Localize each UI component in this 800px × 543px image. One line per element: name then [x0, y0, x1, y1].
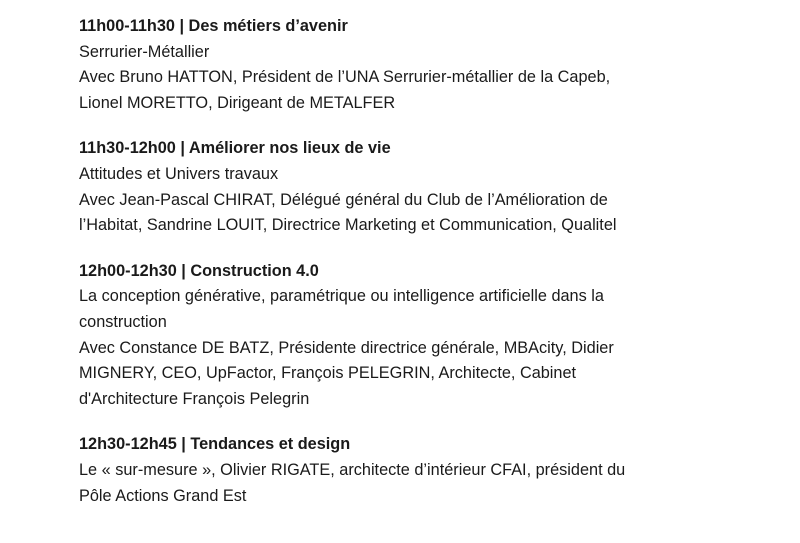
session-lieux-de-vie	[79, 136, 779, 238]
session-speakers: Avec Constance DE BATZ, Présidente directrice générale, MBAcity, Didier	[79, 338, 614, 357]
session-speakers: Pôle Actions Grand Est	[79, 486, 247, 505]
session-speakers: Le « sur-mesure », Olivier RIGATE, architecte d’intérieur CFAI, président du	[79, 460, 626, 479]
session-heading: 11h00-11h30 | Des métiers d’avenir	[79, 17, 348, 35]
session-heading: 12h00-12h30 | Construction 4.0	[79, 261, 319, 280]
program-content	[79, 14, 779, 529]
session-speakers: d'Architecture François Pelegrin	[79, 389, 310, 408]
session-heading: 12h30-12h45 | Tendances et design	[79, 435, 351, 454]
session-subtitle: Serrurier-Métallier	[79, 42, 210, 61]
session-heading: 11h30-12h00 | Améliorer nos lieux de vie	[79, 139, 391, 158]
session-metiers-avenir	[79, 14, 779, 116]
session-subtitle: Attitudes et Univers travaux	[79, 164, 279, 183]
session-subtitle: construction	[79, 312, 167, 331]
session-speakers: l’Habitat, Sandrine LOUIT, Directrice Marketing et Communication, Qualitel	[79, 216, 617, 235]
session-tendances-design	[79, 432, 779, 509]
session-speakers: Avec Bruno HATTON, Président de l’UNA Serrurier-métallier de la Capeb,	[79, 68, 611, 87]
session-speakers: Avec Jean-Pascal CHIRAT, Délégué général du Club de l’Amélioration de	[79, 190, 608, 209]
session-subtitle: La conception générative, paramétrique ou intelligence artificielle dans la	[79, 287, 604, 306]
session-speakers: Lionel MORETTO, Dirigeant de METALFER	[79, 93, 396, 112]
session-speakers: MIGNERY, CEO, UpFactor, François PELEGRIN, Architecte, Cabinet	[79, 364, 577, 383]
session-construction-4-0	[79, 259, 779, 413]
